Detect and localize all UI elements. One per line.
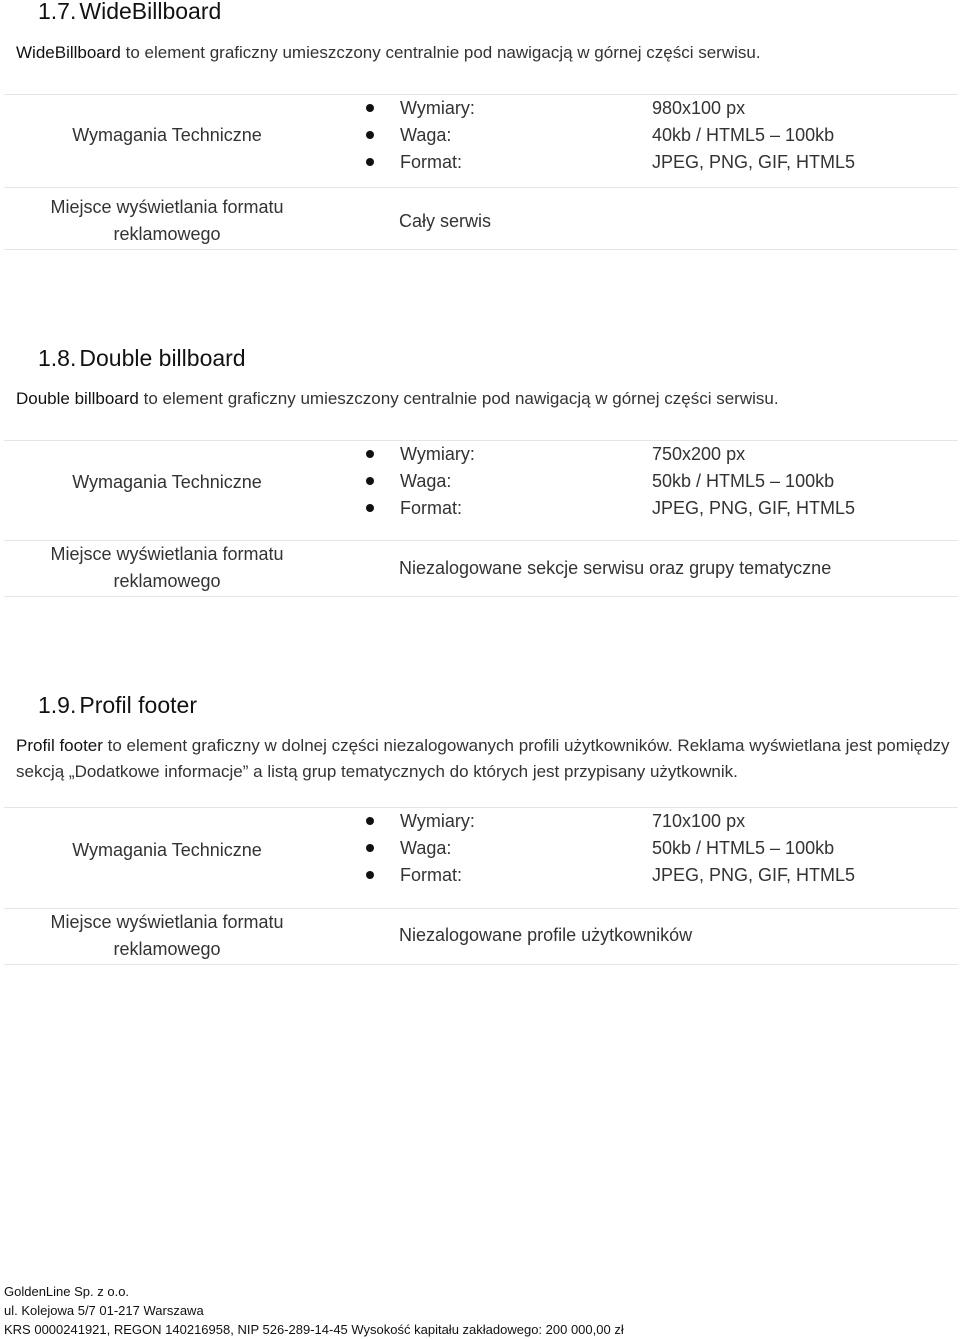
- intro-term: Double billboard: [16, 389, 139, 408]
- intro-term: Profil footer: [16, 736, 103, 755]
- placement-label: [4, 909, 330, 963]
- spec-key: Waga:: [400, 471, 452, 491]
- bullet-icon: [366, 817, 374, 825]
- spec-value: 980x100 px: [652, 98, 746, 118]
- spec-value: 50kb / HTML5 – 100kb: [652, 471, 835, 491]
- section-intro: [16, 733, 954, 785]
- placement-label-line1: Miejsce wyświetlania formatu: [50, 544, 284, 564]
- bullet-icon: [366, 158, 374, 166]
- spec-key: Waga:: [400, 838, 452, 858]
- section-heading: [38, 0, 221, 25]
- intro-term: WideBillboard: [16, 43, 121, 62]
- spec-key: Wymiary:: [400, 444, 475, 464]
- placement-label-line2: reklamowego: [113, 939, 221, 959]
- section-number: 1.8.: [38, 345, 77, 371]
- footer-company: GoldenLine Sp. z o.o.: [4, 1284, 130, 1299]
- spec-key: Waga:: [400, 125, 452, 145]
- spec-value: JPEG, PNG, GIF, HTML5: [652, 152, 856, 172]
- bullet-icon: [366, 477, 374, 485]
- spec-value: JPEG, PNG, GIF, HTML5: [652, 865, 856, 885]
- section-title: Profil footer: [79, 692, 197, 718]
- spec-key: Wymiary:: [400, 811, 475, 831]
- spec-value: 750x200 px: [652, 444, 746, 464]
- placement-label-line1: Miejsce wyświetlania formatu: [50, 912, 284, 932]
- spec-key: Wymiary:: [400, 98, 475, 118]
- placement-label-line2: reklamowego: [113, 571, 221, 591]
- spec-table: [4, 440, 958, 597]
- footer-registry: KRS 0000241921, REGON 140216958, NIP 526-289-14-45 Wysokość kapitału zakładowego: 200 000,00 zł: [4, 1322, 624, 1337]
- spec-table: [4, 94, 958, 250]
- bullet-icon: [366, 131, 374, 139]
- placement-label-line2: reklamowego: [113, 224, 221, 244]
- tech-requirements-label: Wymagania Techniczne: [72, 472, 262, 492]
- bullet-icon: [366, 450, 374, 458]
- spec-key: Format:: [400, 865, 463, 885]
- section-heading: [38, 692, 197, 719]
- spec-value: JPEG, PNG, GIF, HTML5: [652, 498, 856, 518]
- row-divider: [4, 187, 958, 188]
- spec-key: Format:: [400, 152, 463, 172]
- placement-label: [4, 194, 330, 248]
- placement-value: Niezalogowane sekcje serwisu oraz grupy tematyczne: [399, 558, 832, 578]
- tech-requirements-label: Wymagania Techniczne: [72, 840, 262, 860]
- bullet-icon: [366, 871, 374, 879]
- section-number: 1.7.: [38, 0, 77, 24]
- bullet-icon: [366, 504, 374, 512]
- placement-value: Niezalogowane profile użytkowników: [399, 925, 693, 945]
- tech-requirements-label: Wymagania Techniczne: [72, 125, 262, 145]
- section-intro: [16, 40, 954, 66]
- section-title: Double billboard: [79, 345, 246, 371]
- spec-key: Format:: [400, 498, 463, 518]
- section-intro: [16, 386, 954, 412]
- bullet-icon: [366, 104, 374, 112]
- spec-value: 710x100 px: [652, 811, 746, 831]
- placement-value: Cały serwis: [399, 211, 492, 231]
- section-title: WideBillboard: [79, 0, 222, 24]
- placement-label: [4, 541, 330, 595]
- intro-text: to element graficzny umieszczony centralnie pod nawigacją w górnej części serwisu.: [120, 43, 761, 62]
- footer-address: ul. Kolejowa 5/7 01-217 Warszawa: [4, 1303, 204, 1318]
- intro-text: to element graficzny umieszczony centralnie pod nawigacją w górnej części serwisu.: [138, 389, 779, 408]
- intro-text: to element graficzny w dolnej części niezalogowanych profili użytkowników. Reklama wyświetlana jest pomiędzy sekcją „Dodatkowe informacje” a listą grup tematycznych do których jest przypisany użytkownik.: [16, 736, 950, 781]
- section-heading: [38, 345, 246, 372]
- bullet-icon: [366, 844, 374, 852]
- placement-label-line1: Miejsce wyświetlania formatu: [50, 197, 284, 217]
- spec-value: 40kb / HTML5 – 100kb: [652, 125, 835, 145]
- spec-table: [4, 807, 958, 965]
- section-number: 1.9.: [38, 692, 77, 718]
- spec-value: 50kb / HTML5 – 100kb: [652, 838, 835, 858]
- company-footer: [4, 1282, 624, 1339]
